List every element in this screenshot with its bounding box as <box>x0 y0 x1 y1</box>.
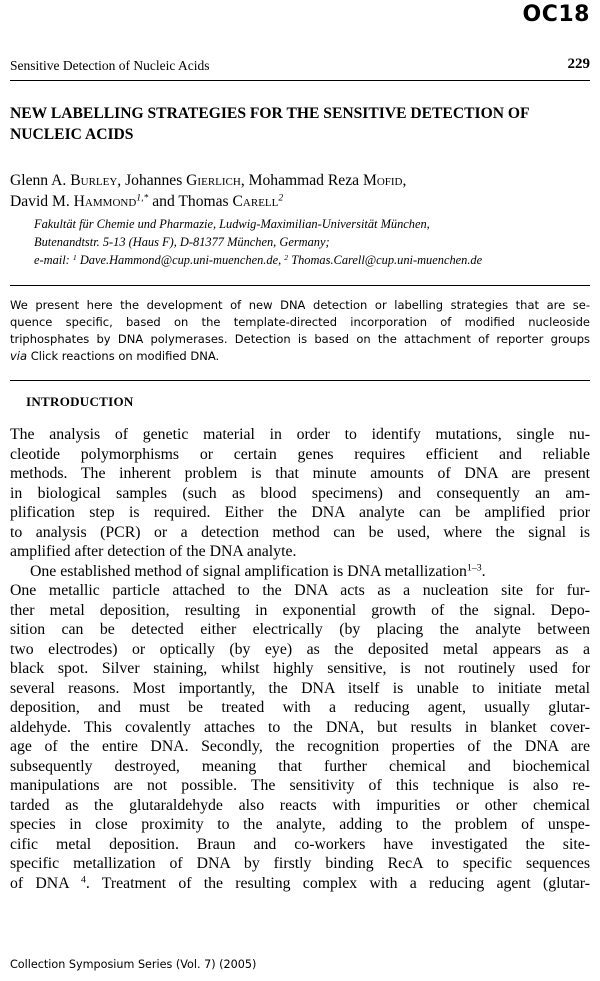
abstract-line: quence specific, based on the template-directed incorporation of modified nucleoside <box>10 315 590 329</box>
body-line: tarded as the glutaraldehyde also reacts with impurities or other chemical <box>10 796 590 814</box>
body-line: amplified after detection of the DNA analyte. <box>10 543 297 560</box>
body-line: cific metal deposition. Braun and co-workers have investigated the site- <box>10 835 590 853</box>
author-last-name: Hammond <box>73 193 137 210</box>
author-line-2 <box>10 193 283 211</box>
collection-code: OC18 <box>522 2 590 27</box>
body-line <box>10 874 590 894</box>
body-line: sition can be detected either electrically (by placing the analyte between <box>10 621 590 638</box>
body-line: One metallic particle attached to the DNA acts as a nucleation site for fur- <box>10 582 590 599</box>
abstract <box>10 297 590 365</box>
abstract-line: triphosphates by DNA polymerases. Detection is based on the attachment of reporter groups <box>10 332 590 346</box>
email-footnote-mark: 1 <box>72 252 77 262</box>
author-separator: , <box>240 172 249 189</box>
author-last-name: Burley <box>70 172 118 189</box>
footer-series: Collection Symposium Series (Vol. 7) (2005) <box>10 958 257 971</box>
page-number: 229 <box>567 56 590 72</box>
author-last-name: Gierlich <box>186 172 241 189</box>
affiliation-address: Butenandtstr. 5-13 (Haus F), D-81377 München, Germany; <box>34 235 330 249</box>
body-line: age of the entire DNA. Secondly, the recognition properties of the DNA are <box>10 738 590 755</box>
title-line: NUCLEIC ACIDS <box>10 126 134 143</box>
body-line: black spot. Silver staining, whilst highly sensitive, is not routinely used for <box>10 660 590 677</box>
body-line: cleotide polymorphisms or certain genes requires efficient and reliable <box>10 445 590 463</box>
author-first-name: Glenn A. <box>10 172 71 189</box>
citation-mark: 1–3 <box>466 562 482 574</box>
author-separator: , <box>402 172 407 189</box>
paper-title <box>10 103 590 145</box>
affiliation-line: Fakultät für Chemie und Pharmazie, Ludwig-Maximilian-Universität München, <box>34 217 430 231</box>
abstract-line: We present here the development of new DNA detection or labelling strategies that are se- <box>10 298 590 312</box>
body-line: The analysis of genetic material in order to identify mutations, single nu- <box>10 426 590 443</box>
author-line-1 <box>10 172 406 190</box>
author-first-name: David M. <box>10 193 74 210</box>
body-line: aldehyde. This covalently attaches to the DNA, but results in blanket cover- <box>10 718 590 736</box>
author-footnote-mark: 1,* <box>136 192 149 204</box>
abstract-text: Click reactions on modified DNA. <box>27 349 220 363</box>
author-last-name: Carell <box>232 193 279 210</box>
body-text-run: . Treatment of the resulting complex with a reducing agent (glutar- <box>85 874 590 892</box>
body-line: methods. The inherent problem is that minute amounts of DNA are present <box>10 465 590 482</box>
email-address[interactable]: Thomas.Carell@cup.uni-muenchen.de <box>288 253 483 267</box>
email-address[interactable]: Dave.Hammond@cup.uni-muenchen.de, <box>76 253 285 267</box>
abstract-line <box>10 348 590 365</box>
body-text-run: . <box>481 562 486 580</box>
body-text <box>10 425 590 893</box>
body-text-run: of DNA <box>10 874 81 892</box>
body-line <box>10 562 590 582</box>
author-footnote-mark: 2 <box>278 192 284 204</box>
title-line: NEW LABELLING STRATEGIES FOR THE SENSITIVE DETECTION OF <box>10 105 530 122</box>
abstract-top-rule <box>10 285 590 286</box>
body-line: deposition, and must be treated with a reducing agent, usually glutar- <box>10 699 590 716</box>
section-heading: INTRODUCTION <box>26 394 134 409</box>
body-text-run: One established method of signal amplification is DNA metallization <box>30 562 467 580</box>
body-line: several reasons. Most importantly, the DNA itself is unable to initiate metal <box>10 679 590 697</box>
header-rule <box>10 80 590 81</box>
email-label: e-mail: <box>34 253 73 267</box>
abstract-bottom-rule <box>10 380 590 381</box>
author-first-name: Johannes <box>125 172 187 189</box>
email-footnote-mark: 2 <box>284 252 289 262</box>
body-line: in biological samples (such as blood specimens) and consequently an am- <box>10 484 590 502</box>
running-title: Sensitive Detection of Nucleic Acids <box>10 58 210 73</box>
author-separator: , <box>117 172 126 189</box>
author-last-name: Mofid <box>362 172 403 189</box>
body-line: two electrodes) or optically (by eye) as the deposited metal appears as a <box>10 640 590 658</box>
body-line: ther metal deposition, resulting in exponential growth of the signal. Depo- <box>10 601 590 619</box>
citation-mark: 4 <box>80 874 86 886</box>
body-line: to analysis (PCR) or a detection method can be used, where the signal is <box>10 523 590 541</box>
affiliation-emails <box>34 253 482 268</box>
body-line: species in close proximity to the analyte, adding to the problem of unspe- <box>10 816 590 833</box>
body-line: manipulations are not possible. The sensitivity of this technique is also re- <box>10 777 590 794</box>
author-conjunction: and <box>148 193 179 210</box>
author-first-name: Thomas <box>178 193 233 210</box>
author-first-name: Mohammad Reza <box>248 172 363 189</box>
abstract-italic: via <box>10 349 28 363</box>
body-line: subsequently destroyed, meaning that further chemical and biochemical <box>10 757 590 775</box>
body-line: plification step is required. Either the DNA analyte can be amplified prior <box>10 504 590 521</box>
body-line: specific metallization of DNA by firstly binding RecA to specific sequences <box>10 855 590 872</box>
